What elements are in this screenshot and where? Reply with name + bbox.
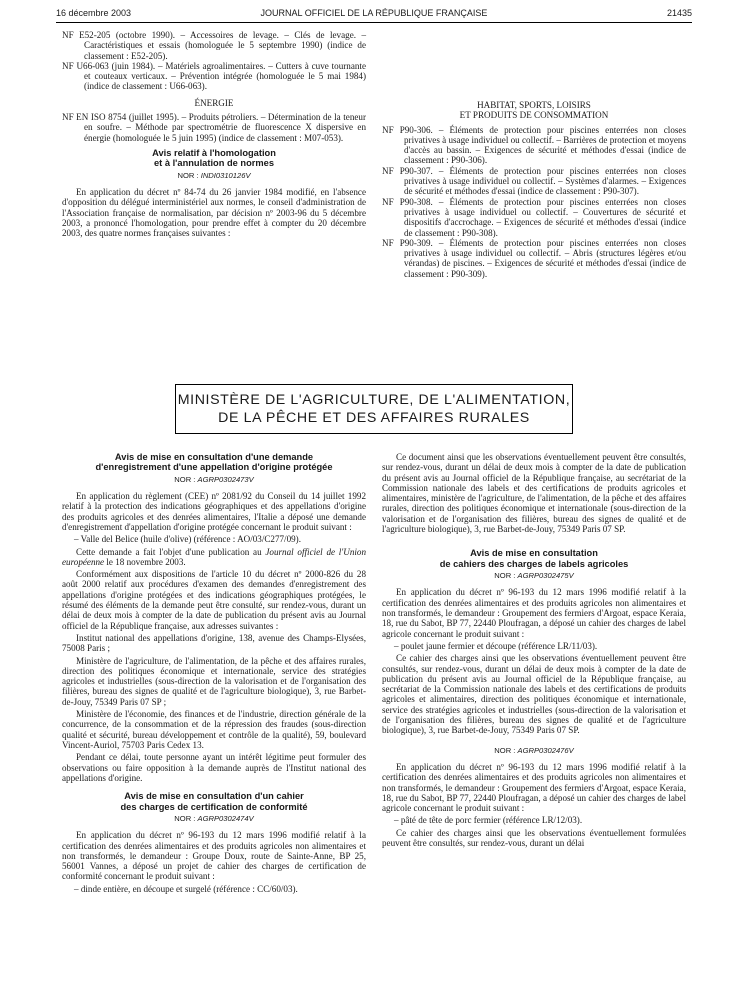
avis-title-line: Avis de mise en consultation d'un cahier (124, 791, 304, 802)
avis-title-line: de cahiers des charges de labels agricoles (439, 558, 629, 569)
nor-reference (382, 746, 686, 756)
nor-label: NOR : (174, 813, 196, 823)
nor-label: NOR : (174, 474, 196, 484)
avis-paragraph: Ce cahier des charges ainsi que les observations éventuellement formulées peuvent être consultés, sur rendez-vous, durant un délai (382, 827, 686, 849)
nor-reference (62, 475, 366, 485)
avis-paragraph: Ce cahier des charges ainsi que les observations éventuellement peuvent être consultés, sur rendez-vous, durant un délai de deux mois à compter de la date de publication du présent avis au Journal officiel de la République française, au secrétariat de la Commission nationale des labels et des certifications de produits agricoles et alimentaires, direction des politiques économique et internationale, service des stratégies agricoles et industrielles (sous-direction de la valorisation et de l'organisation des filières, bureau des signes de qualité et de l'agriculture biologique), 3, rue Barbet-de-Jouy, 75349 Paris 07 SP. (382, 653, 686, 736)
avis-title-line: et à l'annulation de normes (154, 158, 274, 169)
ministry-line: DE LA PÊCHE ET DES AFFAIRES RURALES (218, 410, 530, 426)
avis-title-line: Avis de mise en consultation (470, 548, 598, 559)
paragraph-text: Cette demande a fait l'objet d'une publication au (76, 546, 262, 557)
header-journal-title: JOURNAL OFFICIEL DE LA RÉPUBLIQUE FRANÇAISE (260, 8, 488, 18)
avis-paragraph: Ce document ainsi que les observations éventuellement peuvent être consultés, sur rendez-vous, durant un délai de deux mois à compter de la date de publication du présent avis au Journal officiel de la République française, au secrétariat de la Commission nationale des labels et des certifications de produits agricoles et alimentaires, ministère de l'agriculture, de l'alimentation, de la pêche et des affaires rurales, direction des politiques économique et internationale (sous-direction de la valorisation et de l'organisation des filières, bureau des signes de qualité et de l'agriculture biologique), 3, rue Barbet-de-Jouy, 75349 Paris 07 SP. (382, 452, 686, 535)
nor-label: NOR : (494, 571, 516, 581)
norm-item: NF U66-063 (juin 1984). – Matériels agroalimentaires. – Cutters à cuve tournante et couteaux verticaux. – Prévention intégrée (homologuée le 5 mai 1984) (indice de classement : U66-063). (62, 60, 366, 92)
nor-code: AGRP0302476V (517, 745, 574, 755)
avis-paragraph: En application du décret nº 96-193 du 12 mars 1996 modifié relatif à la certification des denrées alimentaires et des produits agricoles non alimentaires et non transformés, le demandeur : Groupement des fermiers d'Argoat, espace Keraia, 18, rue du Sabot, BP 77, 22440 Ploufragan, a déposé un cahier des charges de label agricole concernant le produit suivant : (382, 587, 686, 639)
nor-code: AGRP0302474V (197, 813, 254, 823)
address-paragraph: Ministère de l'agriculture, de l'alimentation, de la pêche et des affaires rurales, direction des politiques économique et internationale, service des stratégies agricoles et industrielles (sous-direction de la valorisation et de l'organisation des filières, bureau des signes de qualité et de l'agriculture biologique), 3, rue Barbet-de-Jouy, 75349 Paris 07 SP ; (62, 655, 366, 707)
norm-item: NF P90-306. – Éléments de protection pour piscines enterrées non closes privatives à usage individuel ou collectif. – Barrières de protection et moyens d'accès au bassin. – Exigences de sécurité et méthodes d'essai (indice de classement : P90-306). (382, 124, 686, 166)
bottom-left-column (62, 452, 366, 896)
product-item: – pâté de tête de porc fermier (référence LR/12/03). (394, 815, 583, 826)
paragraph-text: le 18 novembre 2003. (106, 556, 186, 567)
avis-title (62, 148, 366, 169)
avis-title-line: des charges de certification de conformité (120, 801, 308, 812)
norm-item: NF P90-309. – Éléments de protection pour piscines enterrées non closes privatives à usage individuel ou collectif. – Abris (structures légères et/ou vérandas) de piscines. – Exigences de sécurité et méthodes d'essai (indice de classement : P90-309). (382, 237, 686, 279)
norm-item: NF EN ISO 8754 (juillet 1995). – Produits pétroliers. – Détermination de la teneur en soufre. – Méthode par spectrométrie de fluorescence X dispersive en énergie (homologuée le 5 juin 1995) (indice de classement : M07-053). (62, 112, 366, 143)
avis-title-line: Avis de mise en consultation d'une demande (114, 452, 314, 462)
address-paragraph: Ministère de l'économie, des finances et de l'industrie, direction générale de la concurrence, de la consommation et de la répression des fraudes (sous-direction qualité et sécurité, bureau développement et contrôle de la qualité), 59, boulevard Vincent-Auriol, 75703 Paris Cedex 13. (62, 709, 366, 750)
avis-title-line: d'enregistrement d'une appellation d'origine protégée (95, 462, 333, 473)
product-item: – Valle del Belice (huile d'olive) (référence : AO/03/C277/09). (74, 534, 301, 545)
avis-title (382, 548, 686, 569)
section-title-line: ET PRODUITS DE CONSOMMATION (459, 110, 609, 121)
avis-title-line: Avis relatif à l'homologation (152, 147, 276, 158)
product-item: – poulet jaune fermier et découpe (référence LR/11/03). (394, 640, 598, 651)
header-date: 16 décembre 2003 (56, 8, 132, 18)
avis-paragraph: En application du décret nº 84-74 du 26 janvier 1984 modifié, en l'absence d'opposition du délégué interministériel aux normes, le conseil d'administration de l'Association française de normalisation, par décision nº 2003-96 du 5 décembre 2003, a prononcé l'homologation, pour prendre effet à compter du 20 décembre 2003, des quatre normes françaises suivantes : (62, 187, 366, 239)
avis-paragraph: En application du décret nº 96-193 du 12 mars 1996 modifié relatif à la certification des denrées alimentaires et des produits agricoles non alimentaires et non transformés, le demandeur : Groupe Doux, route de Sainte-Anne, BP 25, 56001 Vannes, a déposé un projet de cahier des charges de certification de conformité concernant le produit suivant : (62, 830, 366, 882)
nor-label: NOR : (177, 170, 199, 180)
avis-paragraph: En application du décret nº 96-193 du 12 mars 1996 modifié relatif à la certification des denrées alimentaires et des produits agricoles non alimentaires et non transformés, le demandeur : Groupement des fermiers d'Argoat, espace Keraia, 18, rue du Sabot, BP 77, 22440 Ploufragan, a déposé un cahier des charges de label agricole concernant le produit suivant : (382, 761, 686, 814)
avis-paragraph: En application du règlement (CEE) nº 2081/92 du Conseil du 14 juillet 1992 relatif à la protection des indications géographiques et des appellations d'origine des produits agricoles et des denrées alimentaires, l'Italie a déposé une demande d'enregistrement d'appellation d'origine protégée concernant le produit suivant : (62, 491, 366, 532)
section-title-line: HABITAT, SPORTS, LOISIRS (477, 100, 591, 110)
avis-paragraph (62, 547, 366, 568)
norm-item: NF P90-308. – Éléments de protection pour piscines enterrées non closes privatives à usage individuel ou collectif. – Couvertures de sécurité et dispositifs d'accrochage. – Exigences de sécurité et méthodes d'essai (indice de classement : P90-308). (382, 196, 686, 238)
avis-paragraph: Pendant ce délai, toute personne ayant un intérêt légitime peut formuler des observations ou faire opposition à la demande auprès de l'Institut national des appellations d'origine. (62, 752, 366, 783)
nor-label: NOR : (494, 745, 516, 755)
nor-reference (62, 814, 366, 824)
section-title-habitat (382, 100, 686, 121)
bottom-right-column (382, 452, 686, 850)
top-right-column (382, 100, 686, 279)
nor-code: AGRP0302475V (517, 571, 574, 581)
norm-item: NF E52-205 (octobre 1990). – Accessoires de levage. – Clés de levage. – Caractéristiques et essais (homologuée le 5 septembre 1990) (indice de classement : E52-205). (62, 30, 366, 61)
nor-reference (62, 171, 366, 181)
norm-item: NF P90-307. – Éléments de protection pour piscines enterrées non closes privatives à usage individuel ou collectif. – Systèmes d'alarmes. – Exigences de sécurité et méthodes d'essai (indice de classement : P90-307). (382, 165, 686, 197)
avis-title (62, 452, 366, 473)
address-paragraph: Institut national des appellations d'origine, 138, avenue des Champs-Elysées, 75008 Paris ; (62, 632, 366, 654)
nor-code: INDI0310126V (200, 170, 251, 180)
header-rule (56, 22, 692, 23)
page-header (56, 8, 692, 22)
ministry-line: MINISTÈRE DE L'AGRICULTURE, DE L'ALIMENTATION, (177, 392, 571, 408)
top-left-column (62, 30, 366, 241)
header-page-number: 21435 (666, 8, 692, 18)
avis-title (62, 791, 366, 812)
product-item: – dinde entière, en découpe et surgelé (référence : CC/60/03). (74, 883, 298, 894)
ministry-heading-box (175, 384, 573, 434)
nor-code: AGRP0302473V (197, 474, 254, 484)
avis-paragraph: Conformément aux dispositions de l'article 10 du décret nº 2000-826 du 28 août 2000 relatif aux procédures d'examen des demandes d'enregistrement des appellations d'origine protégées et des indications géographiques protégées, le résumé des éléments de la demande peut être consulté, sur rendez-vous, durant un délai de deux mois à compter de la date de publication du présent avis au Journal officiel de la République française, aux adresses suivantes : (62, 569, 366, 631)
nor-reference (382, 571, 686, 581)
section-title-energie: ÉNERGIE (194, 97, 234, 108)
journal-reference: Journal officiel de l'Union européenne (62, 546, 366, 567)
